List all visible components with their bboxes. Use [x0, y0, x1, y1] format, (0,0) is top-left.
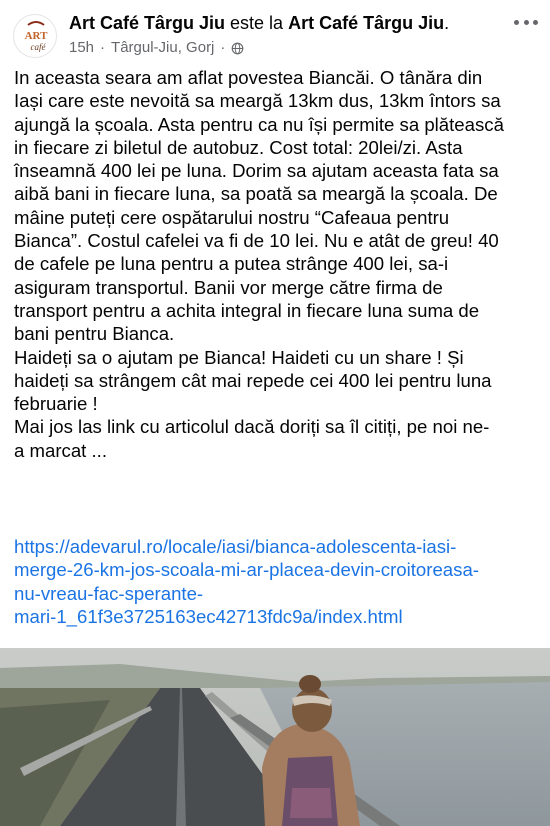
- logo-text: ART: [24, 30, 48, 42]
- place-link[interactable]: Art Café Târgu Jiu: [288, 13, 445, 33]
- body-line: înseamnă 400 lei pe luna. Dorim sa ajutam aceasta fata sa: [14, 160, 499, 182]
- page-avatar[interactable]: [13, 14, 57, 58]
- author-link[interactable]: Art Café Târgu Jiu: [69, 13, 226, 33]
- meta-separator-2: ·: [220, 39, 226, 56]
- post-time[interactable]: 15h: [69, 39, 95, 56]
- article-link[interactable]: [14, 535, 544, 628]
- body-line: mâine puteți cere ospătarului nostru “Cafeaua pentru: [14, 206, 450, 228]
- body-line: Iași care este nevoită sa meargă 13km dus, 13km întors sa: [14, 90, 501, 112]
- more-options-icon[interactable]: [514, 14, 538, 30]
- meta-separator: ·: [100, 39, 106, 56]
- body-line: de cafele pe luna pentru a putea strânge 400 lei, sa-i: [14, 253, 449, 275]
- title-connector: este la: [225, 13, 289, 33]
- body-line: Bianca”. Costul cafelei va fi de 10 lei. Nu e atât de greu! 40: [14, 230, 499, 252]
- body-line: Haideți sa o ajutam pe Bianca! Haideti cu un share ! Și: [14, 346, 464, 368]
- link-line[interactable]: https://adevarul.ro/locale/iasi/bianca-adolescenta-iasi-: [14, 536, 457, 557]
- dot: [514, 20, 519, 25]
- body-line: bani pentru Bianca.: [14, 323, 175, 345]
- art-cafe-logo: [14, 15, 57, 58]
- body-line: haideți sa strângem cât mai repede cei 400 lei pentru luna: [14, 369, 492, 391]
- dot: [533, 20, 538, 25]
- post-title: [69, 12, 449, 34]
- post-body: [14, 66, 544, 462]
- body-line: aibă bani in fiecare luna, sa poată sa meargă la școala. De: [14, 183, 498, 205]
- link-line[interactable]: nu-vreau-fac-sperante-: [14, 582, 204, 604]
- globe-icon: [231, 42, 244, 55]
- body-line: transport pentru a achita integral in fiecare luna suma de: [14, 299, 480, 321]
- body-line: In aceasta seara am aflat povestea Biancăi. O tânăra din: [14, 67, 483, 88]
- body-line: Mai jos las link cu articolul dacă doriți sa îl citiți, pe noi ne-: [14, 416, 490, 438]
- body-line: in fiecare zi biletul de autobuz. Cost total: 20lei/zi. Asta: [14, 136, 463, 158]
- body-line: ajungă la școala. Asta pentru ca nu își permite sa plătească: [14, 113, 504, 135]
- link-line[interactable]: merge-26-km-jos-scoala-mi-ar-placea-devin-croitoreasa-: [14, 559, 479, 581]
- link-line[interactable]: mari-1_61f3e3725163ec42713fdc9a/index.html: [14, 605, 403, 627]
- title-trailing: .: [444, 13, 450, 33]
- post-photo[interactable]: [0, 648, 550, 826]
- body-line: februarie !: [14, 393, 98, 415]
- road-photo: [0, 648, 550, 826]
- post-meta: [69, 39, 244, 57]
- post-header: [0, 0, 550, 66]
- body-line: a marcat ...: [14, 439, 107, 461]
- dot: [524, 20, 529, 25]
- post-location[interactable]: Târgul-Jiu, Gorj: [111, 39, 215, 56]
- logo-sub: café: [30, 42, 46, 52]
- body-line: asiguram transportul. Banii vor merge către firma de: [14, 276, 443, 298]
